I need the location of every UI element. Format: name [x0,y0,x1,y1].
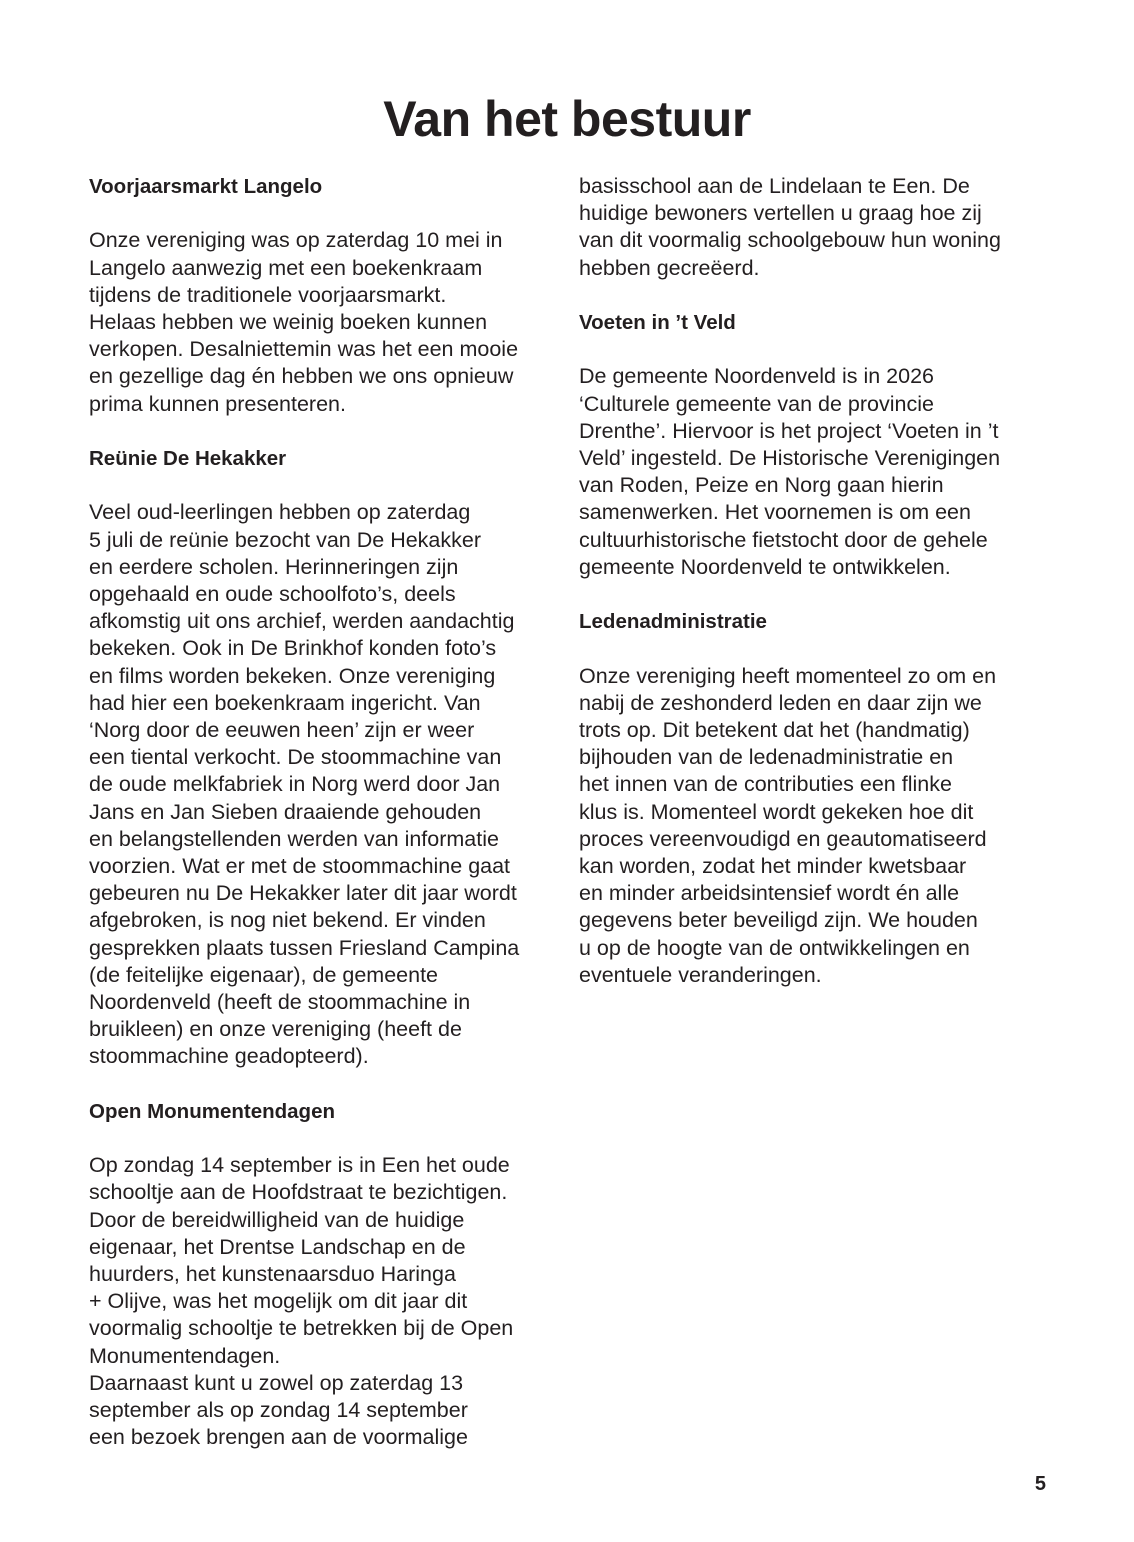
text-line: gebeuren nu De Hekakker later dit jaar wordt [89,881,517,906]
text-line: Langelo aanwezig met een boekenkraam [89,255,483,280]
text-line: klus is. Momenteel wordt gekeken hoe dit [579,799,974,824]
text-line: trots op. Dit betekent dat het (handmatig) [579,718,970,742]
text-line: gesprekken plaats tussen Friesland Campina [89,935,520,960]
text-line: nabij de zeshonderd leden en daar zijn we [579,690,982,715]
text-line: een bezoek brengen aan de voormalige [89,1425,468,1450]
section-heading-voorjaarsmarkt: Voorjaarsmarkt Langelo [89,175,323,198]
text-line: Noordenveld (heeft de stoommachine in [89,990,471,1015]
right-column [579,173,1049,989]
text-line: afgebroken, is nog niet bekend. Er vinden [89,908,486,933]
text-line: De gemeente Noordenveld is in 2026 [579,364,934,389]
text-line: en films worden bekeken. Onze vereniging [89,663,496,688]
text-line: bruikleen) en onze vereniging (heeft de [89,1017,462,1042]
text-line: Jans en Jan Sieben draaiende gehouden [89,799,482,824]
text-line: de oude melkfabriek in Norg werd door Jan [89,772,501,797]
text-line: kan worden, zodat het minder kwetsbaar [579,854,967,879]
text-line: verkopen. Desalniettemin was het een mooie [89,337,519,362]
text-line: + Olijve, was het mogelijk om dit jaar dit [89,1289,468,1314]
text-line: en belangstellenden werden van informatie [89,826,499,851]
text-line: ‘Culturele gemeente van de provincie [579,391,934,416]
page-number: 5 [1034,1473,1046,1495]
text-line: afkomstig uit ons archief, werden aandachtig [89,609,515,634]
text-line: het innen van de contributies een flinke [579,772,952,797]
text-line: Daarnaast kunt u zowel op zaterdag 13 [89,1370,464,1395]
text-line: Op zondag 14 september is in Een het oude [89,1153,510,1178]
text-line: prima kunnen presenteren. [89,391,346,416]
text-line: en eerdere scholen. Herinneringen zijn [89,554,459,579]
text-line: bekeken. Ook in De Brinkhof konden foto’s [89,636,497,661]
section-heading-ledenadministratie: Ledenadministratie [579,610,767,634]
section-heading-monumentendagen: Open Monumentendagen [89,1099,335,1123]
text-line: stoommachine geadopteerd). [89,1044,369,1069]
text-line: 5 juli de reünie bezocht van De Hekakker [89,527,481,552]
text-line: gegevens beter beveiligd zijn. We houden [579,908,978,933]
text-line: basisschool aan de Lindelaan te Een. De [579,174,970,198]
text-line: cultuurhistorische fietstocht door de gehele [579,527,988,552]
text-line: van dit voormalig schoolgebouw hun woning [579,228,1001,253]
text-line: bijhouden van de ledenadministratie en [579,745,954,770]
text-line: en gezellige dag én hebben we ons opnieuw [89,364,514,389]
text-line: schooltje aan de Hoofdstraat te bezichtigen. [89,1180,508,1205]
text-line: opgehaald en oude schoolfoto’s, deels [89,582,456,606]
page-title: Van het bestuur [383,91,751,147]
text-line: een tiental verkocht. De stoommachine van [89,745,502,770]
text-line: eventuele veranderingen. [579,962,822,987]
text-line: eigenaar, het Drentse Landschap en de [89,1234,466,1259]
section-body-reunie [89,499,559,1070]
text-line: Onze vereniging was op zaterdag 10 mei in [89,228,503,253]
section-body-monumentendagen-continued [579,173,1049,282]
text-line: Drenthe’. Hiervoor is het project ‘Voeten in ’t [579,418,999,443]
text-line: Door de bereidwilligheid van de huidige [89,1207,465,1232]
text-line: ‘Norg door de eeuwen heen’ zijn er weer [89,718,475,743]
section-body-ledenadministratie [579,663,1049,989]
text-line: Onze vereniging heeft momenteel zo om en [579,663,997,688]
text-line: van Roden, Peize en Norg gaan hierin [579,473,944,498]
text-line: tijdens de traditionele voorjaarsmarkt. [89,282,447,307]
text-line: en minder arbeidsintensief wordt én alle [579,881,960,906]
text-line: september als op zondag 14 september [89,1398,468,1423]
text-line: hebben gecreëerd. [579,255,760,280]
text-line: Monumentendagen. [89,1343,281,1368]
text-line: had hier een boekenkraam ingericht. Van [89,690,481,715]
section-body-voorjaarsmarkt [89,227,559,417]
text-line: (de feitelijke eigenaar), de gemeente [89,962,438,987]
text-line: huidige bewoners vertellen u graag hoe zij [579,201,982,226]
section-body-voeten-in-t-veld [579,363,1049,581]
text-line: voorzien. Wat er met de stoommachine gaat [89,854,511,879]
text-line: Veel oud-leerlingen hebben op zaterdag [89,500,471,525]
section-heading-voeten-in-t-veld: Voeten in ’t Veld [579,311,736,334]
text-line: samenwerken. Het voornemen is om een [579,500,971,525]
text-line: gemeente Noordenveld te ontwikkelen. [579,554,951,579]
section-heading-reunie: Reünie De Hekakker [89,447,287,470]
left-column [89,173,559,1451]
text-line: voormalig schooltje te betrekken bij de Open [89,1316,514,1341]
text-line: huurders, het kunstenaarsduo Haringa [89,1262,456,1287]
text-line: Helaas hebben we weinig boeken kunnen [89,310,488,334]
text-line: u op de hoogte van de ontwikkelingen en [579,935,970,960]
text-line: proces vereenvoudigd en geautomatiseerd [579,826,987,851]
text-line: Veld’ ingesteld. De Historische Verenigingen [579,446,1001,470]
section-body-monumentendagen [89,1152,559,1451]
